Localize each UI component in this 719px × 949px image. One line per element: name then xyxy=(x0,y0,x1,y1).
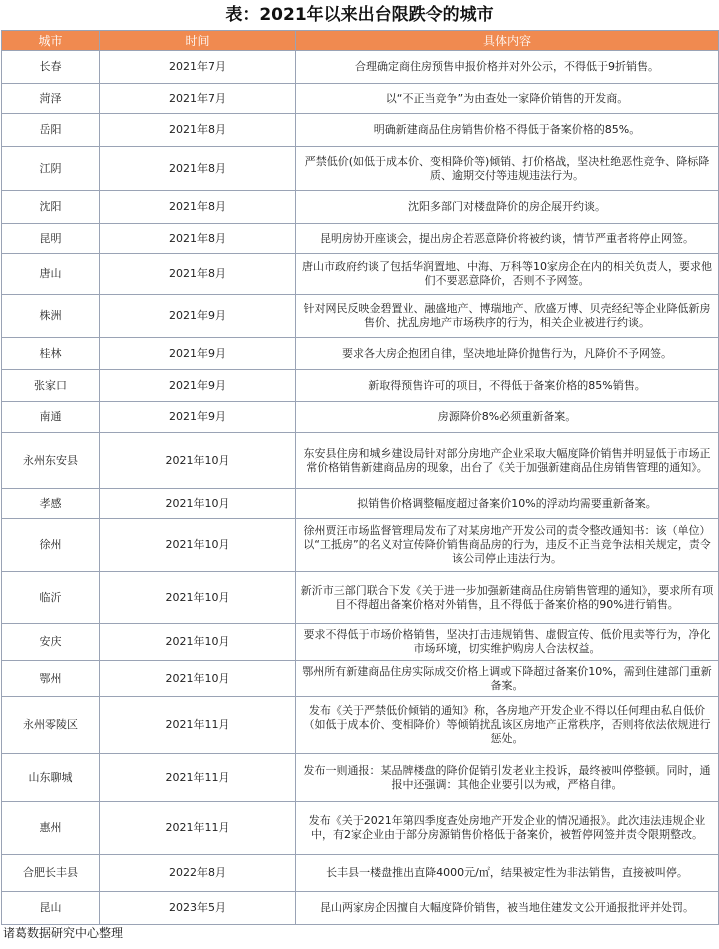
cell-time: 2021年9月 xyxy=(100,338,296,370)
cell-city: 惠州 xyxy=(2,802,100,855)
table-row xyxy=(2,802,719,855)
cell-city: 合肥长丰县 xyxy=(2,855,100,892)
cell-content: 鄂州所有新建商品住房实际成交价格上调或下降超过备案价10%，需到住建部门重新备案。 xyxy=(296,661,719,697)
cell-city: 江阴 xyxy=(2,147,100,191)
cell-content: 发布《关于2021年第四季度查处房地产开发企业的情况通报》。此次违法违规企业中，有2家企业由于部分房源销售价格低于备案价，被暂停网签并责令限期整改。 xyxy=(296,802,719,855)
cell-city: 昆山 xyxy=(2,892,100,925)
header-content: 具体内容 xyxy=(296,31,719,51)
cell-time: 2021年10月 xyxy=(100,519,296,572)
cell-content: 长丰县一楼盘推出直降4000元/㎡，结果被定性为非法销售，直接被叫停。 xyxy=(296,855,719,892)
cell-content: 房源降价8%必须重新备案。 xyxy=(296,402,719,433)
cell-content: 针对网民反映金碧置业、融盛地产、博瑞地产、欣盛万博、贝壳经纪等企业降低新房售价、扰乱房地产市场秩序的行为，相关企业被进行约谈。 xyxy=(296,295,719,338)
table-row xyxy=(2,402,719,433)
cell-time: 2021年10月 xyxy=(100,572,296,624)
cell-content: 严禁低价(如低于成本价、变相降价等)倾销、打价格战，坚决杜绝恶性竞争、降标降质、逾期交付等违规违法行为。 xyxy=(296,147,719,191)
cell-city: 长春 xyxy=(2,51,100,84)
cell-content: 发布《关于严禁低价倾销的通知》称，各房地产开发企业不得以任何理由私自低价（如低于成本价、变相降价）等倾销扰乱该区房地产正常秩序，否则将依法依规进行惩处。 xyxy=(296,697,719,754)
cell-city: 孝感 xyxy=(2,489,100,519)
cell-time: 2021年11月 xyxy=(100,802,296,855)
table-row xyxy=(2,224,719,254)
cell-city: 桂林 xyxy=(2,338,100,370)
cell-content: 合理确定商住房预售申报价格并对外公示，不得低于9折销售。 xyxy=(296,51,719,84)
cell-content: 拟销售价格调整幅度超过备案价10%的浮动均需要重新备案。 xyxy=(296,489,719,519)
table-row xyxy=(2,892,719,925)
table-row xyxy=(2,433,719,489)
table-row xyxy=(2,370,719,402)
table-row xyxy=(2,84,719,114)
cell-content: 沈阳多部门对楼盘降价的房企展开约谈。 xyxy=(296,191,719,224)
cell-city: 沈阳 xyxy=(2,191,100,224)
cell-city: 山东聊城 xyxy=(2,754,100,802)
header-time: 时间 xyxy=(100,31,296,51)
cell-city: 临沂 xyxy=(2,572,100,624)
table-row xyxy=(2,519,719,572)
cell-time: 2021年10月 xyxy=(100,433,296,489)
cell-city: 张家口 xyxy=(2,370,100,402)
cell-time: 2021年9月 xyxy=(100,295,296,338)
table-row xyxy=(2,114,719,147)
cell-content: 发布一则通报：某品牌楼盘的降价促销引发老业主投诉，最终被叫停整顿。同时，通报中还强调：其他企业要引以为戒，严格自律。 xyxy=(296,754,719,802)
cell-content: 昆明房协开座谈会，提出房企若恶意降价将被约谈，情节严重者将停止网签。 xyxy=(296,224,719,254)
table-row xyxy=(2,855,719,892)
cell-time: 2021年8月 xyxy=(100,191,296,224)
cell-city: 鄂州 xyxy=(2,661,100,697)
table-row xyxy=(2,254,719,295)
table-title: 表：2021年以来出台限跌令的城市 xyxy=(225,5,494,25)
cell-time: 2021年10月 xyxy=(100,661,296,697)
cell-time: 2023年5月 xyxy=(100,892,296,925)
table-row xyxy=(2,191,719,224)
cell-time: 2021年11月 xyxy=(100,697,296,754)
table-row xyxy=(2,295,719,338)
cell-city: 昆明 xyxy=(2,224,100,254)
cell-content: 要求各大房企抱团自律，坚决地址降价抛售行为，凡降价不予网签。 xyxy=(296,338,719,370)
cell-time: 2021年10月 xyxy=(100,489,296,519)
header-city: 城市 xyxy=(2,31,100,51)
table-row xyxy=(2,147,719,191)
cell-content: 以“不正当竞争”为由查处一家降价销售的开发商。 xyxy=(296,84,719,114)
table-header-row xyxy=(2,31,719,51)
cell-city: 菏泽 xyxy=(2,84,100,114)
policy-table xyxy=(1,30,719,925)
cell-content: 新取得预售许可的项目，不得低于备案价格的85%销售。 xyxy=(296,370,719,402)
cell-time: 2021年9月 xyxy=(100,370,296,402)
cell-city: 永州东安县 xyxy=(2,433,100,489)
cell-content: 唐山市政府约谈了包括华润置地、中海、万科等10家房企在内的相关负责人，要求他们不要恶意降价，否则不予网签。 xyxy=(296,254,719,295)
cell-time: 2021年8月 xyxy=(100,114,296,147)
table-row xyxy=(2,624,719,661)
cell-city: 株洲 xyxy=(2,295,100,338)
table-row xyxy=(2,572,719,624)
cell-city: 永州零陵区 xyxy=(2,697,100,754)
table-row xyxy=(2,661,719,697)
cell-city: 唐山 xyxy=(2,254,100,295)
cell-time: 2021年8月 xyxy=(100,147,296,191)
cell-time: 2021年10月 xyxy=(100,624,296,661)
table-row xyxy=(2,51,719,84)
cell-time: 2021年9月 xyxy=(100,402,296,433)
cell-content: 新沂市三部门联合下发《关于进一步加强新建商品住房销售管理的通知》，要求所有项目不得超出备案价格对外销售，且不得低于备案价格的90%进行销售。 xyxy=(296,572,719,624)
source-note: 诸葛数据研究中心整理 xyxy=(3,926,124,940)
cell-time: 2021年8月 xyxy=(100,254,296,295)
cell-time: 2021年7月 xyxy=(100,84,296,114)
cell-content: 东安县住房和城乡建设局针对部分房地产企业采取大幅度降价销售并明显低于市场正常价格销售新建商品房的现象，出台了《关于加强新建商品住房销售管理的通知》。 xyxy=(296,433,719,489)
cell-content: 明确新建商品住房销售价格不得低于备案价格的85%。 xyxy=(296,114,719,147)
table-row xyxy=(2,338,719,370)
cell-content: 昆山两家房企因擅自大幅度降价销售，被当地住建发文公开通报批评并处罚。 xyxy=(296,892,719,925)
cell-time: 2021年8月 xyxy=(100,224,296,254)
cell-city: 岳阳 xyxy=(2,114,100,147)
cell-content: 徐州贾汪市场监督管理局发布了对某房地产开发公司的责令整改通知书：该（单位）以“工抵房”的名义对宣传降价销售商品房的行为，违反不正当竞争法相关规定，责令该公司停止违法行为。 xyxy=(296,519,719,572)
cell-city: 安庆 xyxy=(2,624,100,661)
cell-city: 南通 xyxy=(2,402,100,433)
table-row xyxy=(2,754,719,802)
cell-time: 2022年8月 xyxy=(100,855,296,892)
cell-time: 2021年11月 xyxy=(100,754,296,802)
table-row xyxy=(2,697,719,754)
cell-city: 徐州 xyxy=(2,519,100,572)
table-row xyxy=(2,489,719,519)
cell-time: 2021年7月 xyxy=(100,51,296,84)
cell-content: 要求不得低于市场价格销售，坚决打击违规销售、虚假宣传、低价甩卖等行为，净化市场环境，切实维护购房人合法权益。 xyxy=(296,624,719,661)
